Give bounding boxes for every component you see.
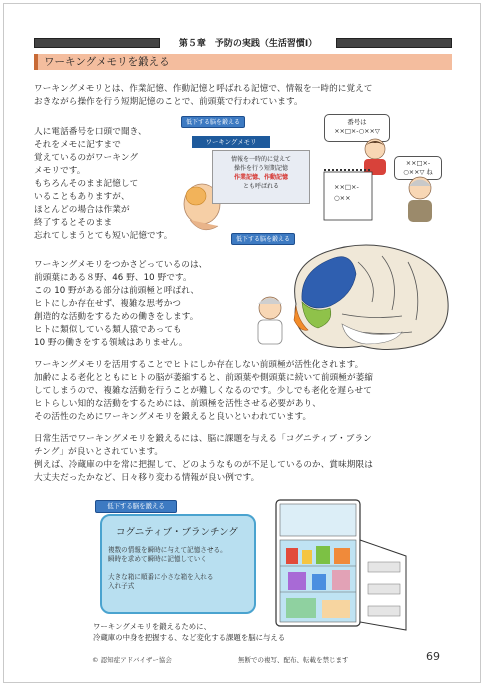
text-line: 忘れてしまうとても短い記憶です。 [34, 231, 173, 241]
text-line: いることもありますが、 [34, 192, 130, 202]
text-line: 加齢による老化とともにヒトの脳が萎縮すると、前頭葉や側頭葉に続いて前頭極が萎縮 [34, 373, 374, 383]
text-line: それをメモに記すまで [34, 140, 121, 150]
text-line: その活性のためにワーキングメモリを鍛えると良いといわれています。 [34, 412, 312, 422]
memo-line: ○×× [334, 194, 351, 202]
daily-paragraph [34, 433, 464, 485]
text-line: メモリです。 [34, 166, 86, 176]
bubble-line: ××□×- [405, 159, 431, 167]
elderly-person-icon [398, 174, 442, 224]
cb-line: 複数の情報を瞬時に与えて記憶させる。 [108, 546, 227, 554]
text-line: 10 野の働きをする領域はありません。 [34, 338, 188, 348]
figure3-caption [93, 621, 285, 643]
aging-paragraph [34, 359, 464, 424]
text-line: ヒトにしか存在せず、複雑な思考かつ [34, 299, 182, 309]
figure2-tag: 低下する脳を鍛える [231, 233, 295, 245]
wm-label: ワーキングメモリ [192, 136, 270, 148]
wm-desc-line: 操作を行う短期記憶 [233, 165, 288, 172]
text-line: ワーキングメモリをつかさどっているのは、 [34, 260, 208, 270]
text-line: もちろんそのまま記憶して [34, 179, 139, 189]
chapter-header: 第５章 予防の実践（生活習慣Ⅰ） [178, 39, 318, 49]
figure3-tag: 低下する脳を鍛える [95, 500, 177, 513]
area-paragraph [34, 259, 284, 350]
cognitive-branching-panel [100, 514, 256, 614]
header-bar-left [34, 38, 160, 48]
figure1-tag: 低下する脳を鍛える [181, 116, 245, 128]
intro-paragraph [34, 83, 454, 109]
page-number: 69 [426, 650, 440, 663]
bubble-line: 番号は [347, 118, 367, 126]
cb-line: 瞬時を求めて瞬時に記憶していく [108, 555, 207, 563]
text-line: おきながら操作を行う短期記憶のことで、前頭葉で行われています。 [34, 97, 303, 107]
cb-body [108, 546, 248, 591]
section-title: ワーキングメモリを鍛える [34, 54, 452, 70]
memo-line: ××□×- [334, 183, 359, 191]
text-line: 前頭葉にある８野、46 野、10 野です。 [34, 273, 192, 283]
header-bar-right [336, 38, 452, 48]
caption-line: ワーキングメモリを鍛えるために、 [93, 622, 211, 631]
text-line: してしまうので、複雑な活動を行うことが難しくなるのです。少しでも老化を遅らせて [34, 386, 372, 396]
footer-copyright: © 認知症アドバイザー協会 [92, 656, 172, 664]
caption-line: 冷蔵庫の中身を把握する、など変化する課題を脳に与える [93, 633, 286, 642]
text-line: 終了するとそのまま [34, 218, 113, 228]
text-line: この 10 野がある部分は前頭極と呼ばれ、 [34, 286, 200, 296]
wm-desc-line: とも呼ばれる [242, 183, 279, 190]
text-line: ヒトに類似している類人猿であっても [34, 325, 182, 335]
text-line: ヒトらしい知的な活動をするためには、前頭極を活性させる必要があり、 [34, 399, 321, 409]
text-line: 人に電話番号を口頭で聞き、 [34, 127, 147, 137]
bubble-line: ○××▽ ね [403, 168, 433, 176]
text-line: 創造的な活動をするための働きをします。 [34, 312, 199, 322]
text-line: 覚えているのがワーキング [34, 153, 139, 163]
bubble-line: ××□×-○××▽ [334, 127, 380, 135]
brain-illustration [282, 240, 454, 356]
text-line: 大丈夫だったかなど、日々移り変わる情報が良い例です。 [34, 473, 260, 483]
cb-title: コグニティブ・ブランチング [116, 527, 238, 538]
text-line: ほとんどの場合は作業が [34, 205, 130, 215]
doctor-icon [248, 294, 292, 346]
wm-description-box [212, 150, 310, 204]
wm-desc-line: 情報を一時的に覚えて [230, 156, 291, 163]
text-line: 日常生活でワーキングメモリを鍛えるには、脳に課題を与える「コグニティブ・ブラン [34, 434, 372, 444]
wm-desc-red: 作業記憶、作動記憶 [233, 174, 288, 181]
footer-notice: 無断での複写、配布、転載を禁じます [238, 656, 349, 664]
notebook-text [334, 182, 359, 204]
text-line: ワーキングメモリとは、作業記憶、作動記憶と呼ばれる記憶で、情報を一時的に覚えて [34, 84, 373, 94]
cb-line: 入れ子式 [108, 582, 135, 590]
text-line: 例えば、冷蔵庫の中を常に把握して、どのようなものが不足しているのか、賞味期限は [34, 460, 373, 470]
text-line: チング」が良いとされています。 [34, 447, 164, 457]
refrigerator-illustration [256, 496, 416, 636]
cb-line: 大きな箱に順番に小さな箱を入れる [108, 573, 214, 581]
text-line: ワーキングメモリを活用することでヒトにしか存在しない前頭極が活性化されます。 [34, 360, 364, 370]
